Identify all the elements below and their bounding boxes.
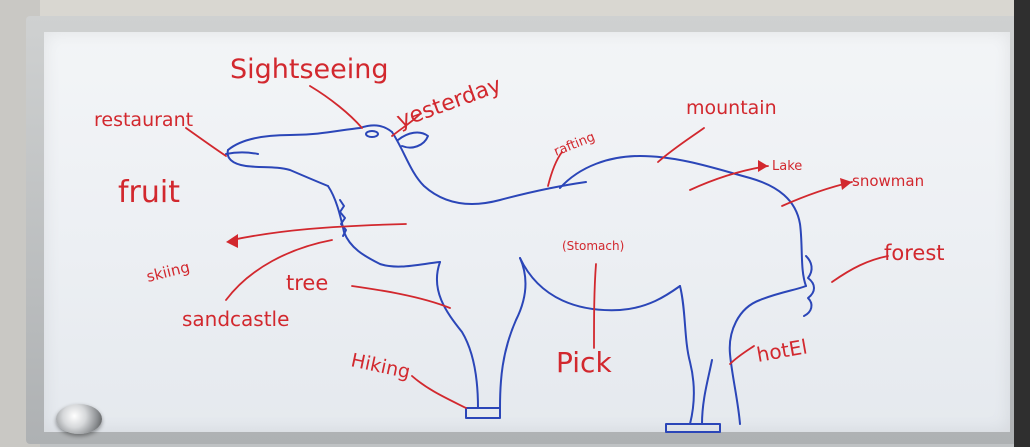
word-lake: Lake xyxy=(772,159,803,174)
word-snowman: snowman xyxy=(852,172,925,190)
word-yesterday: yesterday xyxy=(393,72,505,134)
arrow-heads xyxy=(226,160,852,248)
word-sightseeing: Sightseeing xyxy=(230,54,389,85)
word-restaurant: restaurant xyxy=(94,109,194,131)
arrow-head-snowman xyxy=(840,178,852,190)
word-mountain: mountain xyxy=(686,97,777,119)
arrow-head-skiing xyxy=(226,234,238,248)
arrow-head-lake xyxy=(758,160,768,172)
word-rafting: rafting xyxy=(551,129,598,160)
word-fruit: fruit xyxy=(118,175,181,210)
word-forest: forest xyxy=(884,241,945,265)
word-hotel: hotEl xyxy=(754,334,810,367)
word-tree: tree xyxy=(286,271,329,295)
marker-words xyxy=(94,54,945,383)
word-pick: Pick xyxy=(556,346,612,379)
word-sandcastle: sandcastle xyxy=(182,307,290,331)
word-stomach: (Stomach) xyxy=(562,239,625,253)
word-skiing: skiing xyxy=(144,257,192,286)
word-hiking: Hiking xyxy=(348,349,413,384)
